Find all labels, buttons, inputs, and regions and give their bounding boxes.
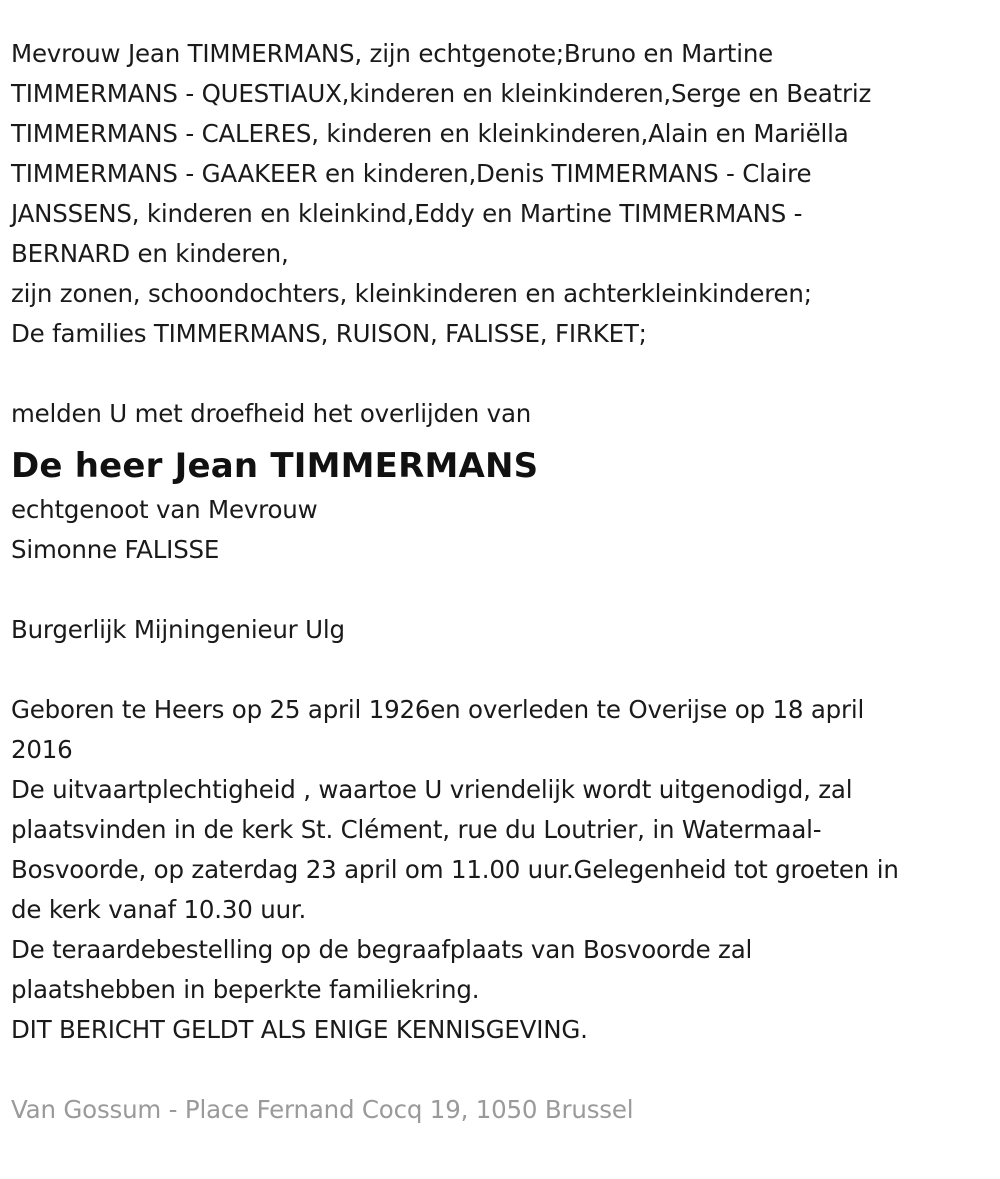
spacer: [11, 650, 988, 690]
deceased-name-heading: De heer Jean TIMMERMANS: [11, 446, 539, 486]
details-line: DIT BERICHT GELDT ALS ENIGE KENNISGEVING.: [11, 1015, 588, 1044]
details-line: Geboren te Heers op 25 april 1926en overleden te Overijse op 18 april: [11, 695, 865, 724]
spouse-line: Simonne FALISSE: [11, 535, 220, 564]
details-line: plaatsvinden in de kerk St. Clément, rue du Loutrier, in Watermaal-: [11, 815, 822, 844]
spacer: [11, 1050, 988, 1090]
announcement-text: melden U met droefheid het overlijden van: [11, 399, 532, 428]
professional-title: Burgerlijk Mijningenieur Ulg: [11, 615, 345, 644]
details-section: [11, 690, 988, 1050]
funeral-home-footer: Van Gossum - Place Fernand Cocq 19, 1050 Brussel: [11, 1095, 634, 1124]
details-line: De uitvaartplechtigheid , waartoe U vriendelijk wordt uitgenodigd, zal: [11, 775, 853, 804]
intro-section: [11, 34, 988, 354]
details-line: Bosvoorde, op zaterdag 23 april om 11.00 uur.Gelegenheid tot groeten in: [11, 855, 899, 884]
intro-line: TIMMERMANS - QUESTIAUX,kinderen en kleinkinderen,Serge en Beatriz: [11, 79, 872, 108]
intro-line: De families TIMMERMANS, RUISON, FALISSE, FIRKET;: [11, 319, 647, 348]
details-line: de kerk vanaf 10.30 uur.: [11, 895, 307, 924]
details-line: plaatshebben in beperkte familiekring.: [11, 975, 480, 1004]
spacer: [11, 354, 988, 394]
details-line: 2016: [11, 735, 73, 764]
intro-line: Mevrouw Jean TIMMERMANS, zijn echtgenote;Bruno en Martine: [11, 39, 774, 68]
spouse-line: echtgenoot van Mevrouw: [11, 495, 318, 524]
intro-line: TIMMERMANS - CALERES, kinderen en kleinkinderen,Alain en Mariëlla: [11, 119, 849, 148]
intro-line: BERNARD en kinderen,: [11, 239, 289, 268]
details-line: De teraardebestelling op de begraafplaats van Bosvoorde zal: [11, 935, 753, 964]
intro-line: zijn zonen, schoondochters, kleinkinderen en achterkleinkinderen;: [11, 279, 812, 308]
intro-line: TIMMERMANS - GAAKEER en kinderen,Denis TIMMERMANS - Claire: [11, 159, 812, 188]
spouse-section: [11, 490, 988, 570]
spacer: [11, 570, 988, 610]
intro-line: JANSSENS, kinderen en kleinkind,Eddy en Martine TIMMERMANS -: [11, 199, 803, 228]
notice-body: [11, 34, 988, 1130]
